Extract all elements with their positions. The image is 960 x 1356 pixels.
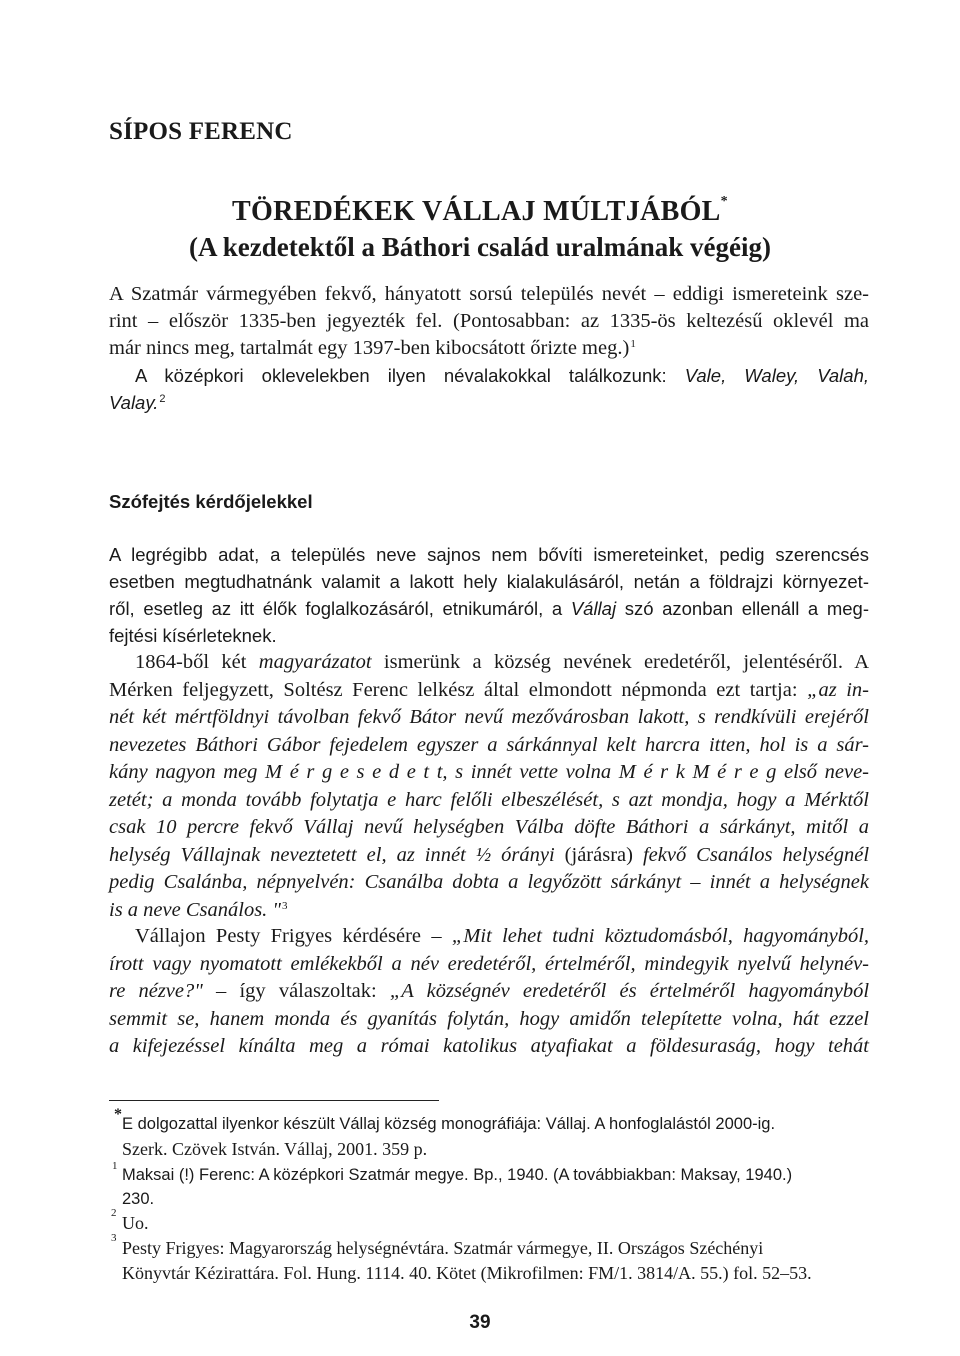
footnote-2-mark: 2	[111, 1207, 117, 1219]
section-heading: Szófejtés kérdőjelekkel	[109, 491, 313, 512]
footnote-3-mark: 3	[111, 1232, 117, 1244]
footnote-star-line-2: Szerk. Czövek István. Vállaj, 2001. 359 p.	[122, 1139, 428, 1159]
footnote-ref-3: 3	[282, 900, 288, 912]
para3-line-3: re nézve?" – így válaszoltak: „A községnév eredetéről és értelméről hagyományból	[109, 980, 870, 1002]
intro-line-5: Valay.$^2$	[109, 392, 166, 413]
footnote-1-mark: 1	[112, 1160, 118, 1172]
para3-line-2: írott vagy nyomatott emlékekből a név eredetéről, értelméről, mindegyik nyelvű helynév-	[109, 953, 869, 975]
para2-line-4: nevezetes Báthori Gábor fejedelem egyszer a sárkánnyal kelt harcra itten, hol is a sár-	[109, 734, 869, 756]
footnote-ref-1: 1	[630, 338, 636, 350]
para1-line-4: fejtési kísérleteknek.	[109, 625, 277, 646]
para3-line-1: Vállajon Pesty Frigyes kérdésére – „Mit lehet tudni köztudomásból, hagyományból,	[135, 925, 870, 947]
para2-line-6: zetét; a monda tovább folytatja e harc felőli elbeszélését, s azt mondja, hogy a Mérktől	[109, 789, 869, 811]
para3-line-5: a kifejezéssel kínálta meg a római katolikus atyafiakat a földesuraság, hogy tehát	[109, 1035, 869, 1057]
author-name: SÍPOS FERENC	[109, 118, 293, 145]
intro-line-1: A Szatmár vármegyében fekvő, hányatott sorsú település nevét – eddigi ismereteink sze-	[109, 283, 869, 305]
para3-line-4: semmit se, hanem monda és gyanítás folytán, hogy amidőn telepítette volna, hát ezzel	[109, 1008, 869, 1030]
intro-line-3: már nincs meg, tartalmát egy 1397-ben kibocsátott őrizte meg.)$^1$	[109, 337, 636, 359]
para2-line-3: nét két mértföldnyi távolban fekvő Bátor nevű mezővárosban lakott, s rendkívüli erejéről	[109, 706, 869, 728]
para1-line-3: ről, esetleg az itt élők foglalkozásáról, etnikumáról, a Vállaj szó azonban ellenáll a meg-	[109, 598, 869, 619]
para2-line-9: pedig Csalánba, népnyelvén: Csanálba dobta a legyőzött sárkányt – innét a helységnek	[109, 871, 869, 893]
footnote-1-line-2: 230.	[122, 1190, 155, 1208]
para2-line-2: Mérken feljegyzett, Soltész Ferenc lelkész által elmondott népmonda ezt tartja: „az in-	[109, 679, 869, 701]
footnote-star-mark: *	[114, 1106, 122, 1123]
para2-line-10: is a neve Csanálos. "$^3$	[109, 899, 288, 921]
footnote-3-line-2: Könyvtár Kézirattára. Fol. Hung. 1114. 40. Kötet (Mikrofilmen: FM/1. 3814/A. 55.) fol. 52–53.	[122, 1263, 812, 1283]
intro-line-2: rint – először 1335-ben jegyezték fel. (Pontosabban: az 1335-ös keltezésű oklevél ma	[109, 310, 869, 332]
intro-line-4: A középkori oklevelekben ilyen névalakokkal találkozunk: Vale, Waley, Valah,	[135, 365, 869, 386]
para1-line-1: A legrégibb adat, a település neve sajnos nem bővíti ismereteinket, pedig szerencsés	[109, 544, 869, 565]
page-number: 39	[469, 1312, 491, 1333]
footnote-3-line-1: Pesty Frigyes: Magyarország helységnévtára. Szatmár vármegye, II. Országos Széchényi	[122, 1238, 764, 1258]
footnote-1-line-1: Maksai (!) Ferenc: A középkori Szatmár megye. Bp., 1940. (A továbbiakban: Maksay, 1940.)	[122, 1166, 793, 1184]
article-title: TÖREDÉKEK VÁLLAJ MÚLTJÁBÓL*	[232, 194, 728, 227]
footnote-ref-2: 2	[159, 393, 166, 405]
para1-line-2: esetben megtudhatnánk valamit a lakott hely kialakulásáról, netán a földrajzi környezet-	[109, 571, 869, 592]
footnote-2-line-1: Uo.	[122, 1213, 149, 1233]
para2-line-1: 1864-ből két magyarázatot ismerünk a község nevének eredetéről, jelentéséről. A	[135, 651, 870, 673]
article-subtitle: (A kezdetektől a Báthori család uralmának végéig)	[189, 232, 771, 262]
title-footnote-mark: *	[720, 194, 728, 209]
footnote-separator	[109, 1100, 439, 1101]
para2-line-5: kány nagyon meg M é r g e s e d e t t, s innét vette volna M é r k M é r e g első neve-	[109, 761, 869, 783]
footnote-star-line-1: E dolgozattal ilyenkor készült Vállaj község monográfiája: Vállaj. A honfoglalástól 2000-ig.	[122, 1115, 776, 1133]
para2-line-7: csak 10 percre fekvő Vállaj nevű helységben Válba döfte Báthori a sárkányt, mitől a	[109, 816, 869, 838]
para2-line-8: helység Vállajnak neveztetett el, az innét ½ órányi (járásra) fekvő Csanálos helységnél	[109, 844, 870, 866]
